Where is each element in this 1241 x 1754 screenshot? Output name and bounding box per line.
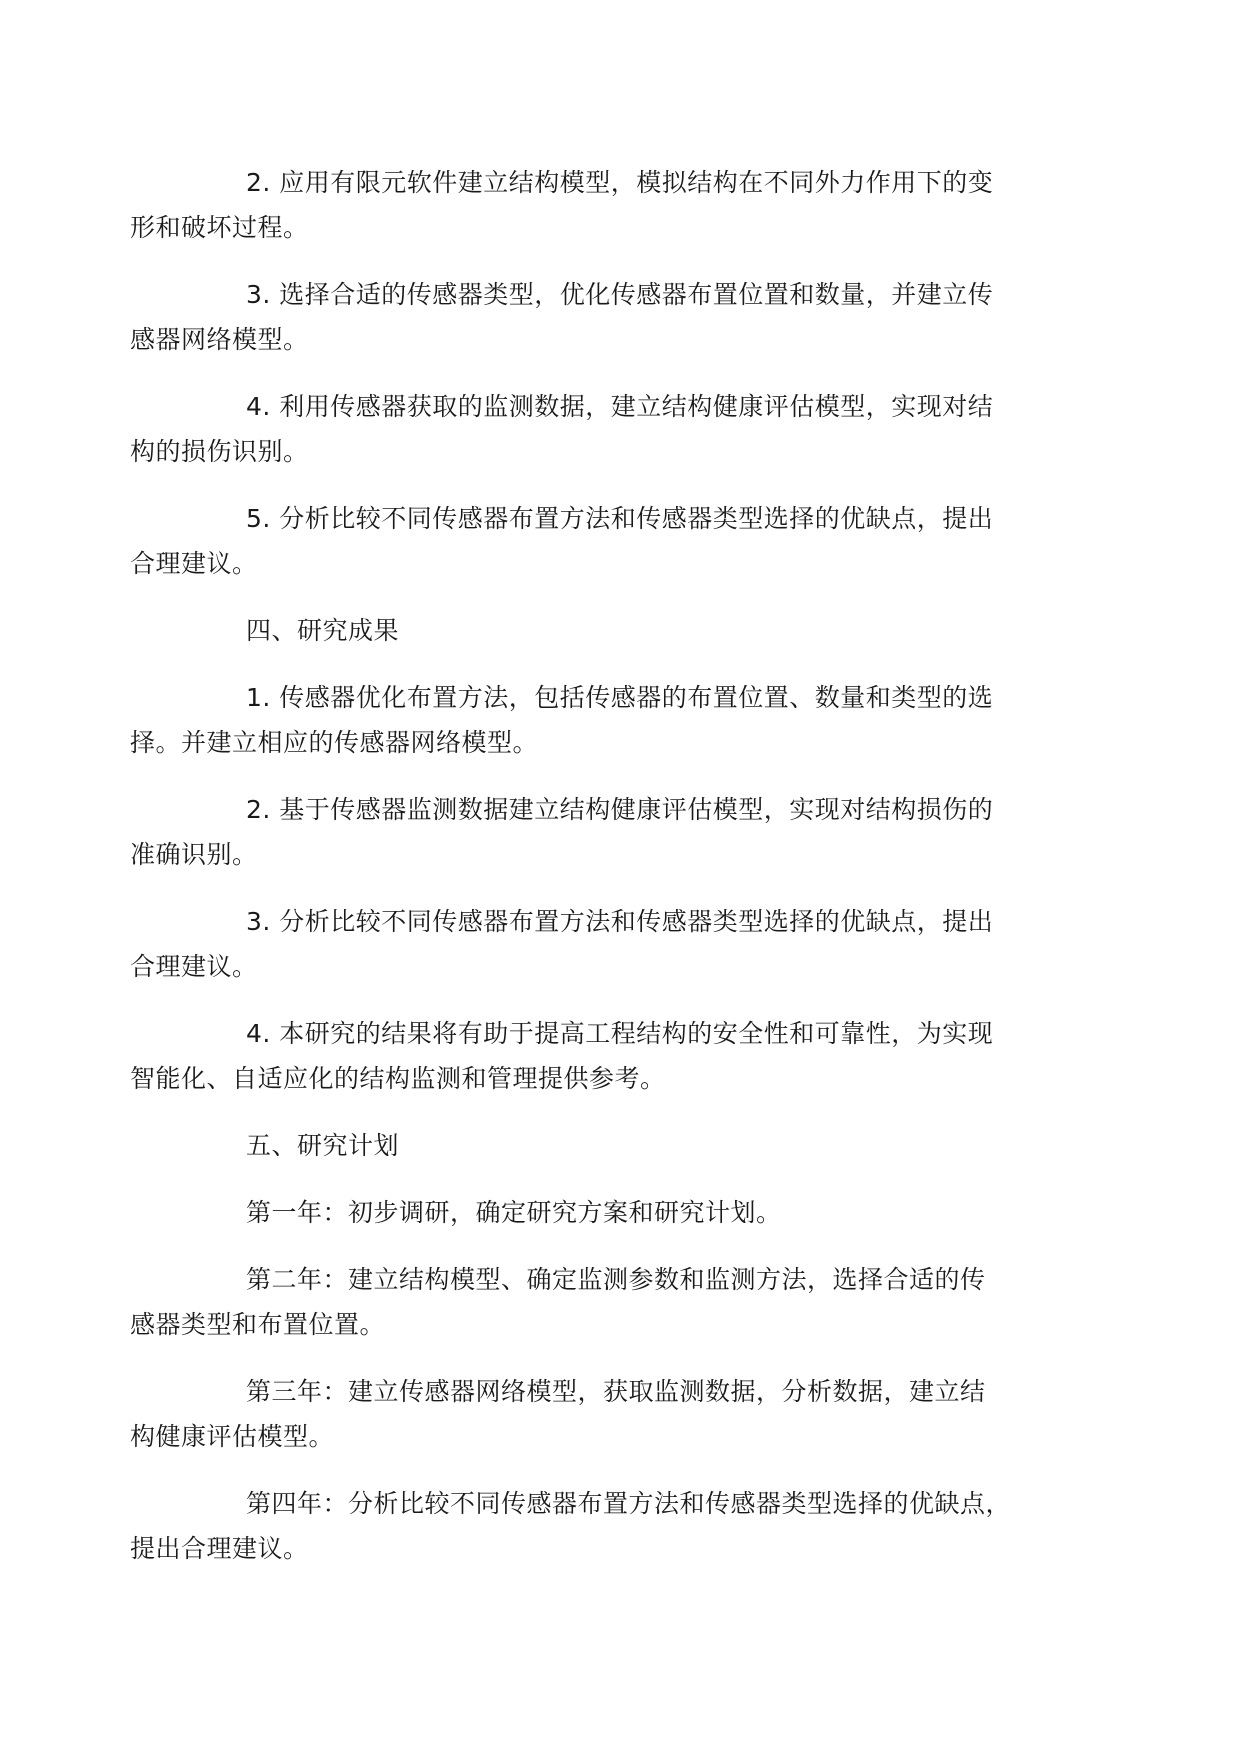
paragraph-line: 1. 传感器优化布置方法，包括传感器的布置位置、数量和类型的选 <box>246 683 994 712</box>
paragraph-line: 2. 应用有限元软件建立结构模型，模拟结构在不同外力作用下的变 <box>246 168 994 197</box>
section-heading-plan <box>188 1123 1048 1168</box>
paragraph-line: 准确识别。 <box>130 840 258 869</box>
section-heading-results <box>188 608 1048 653</box>
paragraph-line: 第一年：初步调研，确定研究方案和研究计划。 <box>246 1198 782 1227</box>
paragraph-line: 第四年：分析比较不同传感器布置方法和传感器类型选择的优缺点， <box>246 1489 1012 1518</box>
paragraph-line: 2. 基于传感器监测数据建立结构健康评估模型，实现对结构损伤的 <box>246 795 994 824</box>
paragraph-result-4 <box>130 1011 1048 1101</box>
paragraph-line: 智能化、自适应化的结构监测和管理提供参考。 <box>130 1064 666 1093</box>
paragraph-method-3 <box>130 272 1048 362</box>
paragraph-line: 第二年：建立结构模型、确定监测参数和监测方法，选择合适的传 <box>246 1265 986 1294</box>
paragraph-method-2 <box>130 160 1048 250</box>
heading-text: 四、研究成果 <box>246 616 400 645</box>
paragraph-plan-year-1 <box>188 1190 1048 1235</box>
paragraph-line: 提出合理建议。 <box>130 1534 309 1563</box>
paragraph-method-5 <box>130 496 1048 586</box>
paragraph-result-2 <box>130 787 1048 877</box>
paragraph-line: 形和破坏过程。 <box>130 213 309 242</box>
paragraph-line: 3. 选择合适的传感器类型，优化传感器布置位置和数量，并建立传 <box>246 280 994 309</box>
heading-text: 五、研究计划 <box>246 1131 400 1160</box>
paragraph-line: 4. 利用传感器获取的监测数据，建立结构健康评估模型，实现对结 <box>246 392 994 421</box>
paragraph-line: 感器网络模型。 <box>130 325 309 354</box>
paragraph-plan-year-3 <box>130 1369 1048 1459</box>
paragraph-line: 5. 分析比较不同传感器布置方法和传感器类型选择的优缺点，提出 <box>246 504 994 533</box>
paragraph-line: 构健康评估模型。 <box>130 1422 335 1451</box>
paragraph-line: 合理建议。 <box>130 549 258 578</box>
paragraph-result-3 <box>130 899 1048 989</box>
paragraph-line: 择。并建立相应的传感器网络模型。 <box>130 728 539 757</box>
paragraph-result-1 <box>130 675 1048 765</box>
paragraph-plan-year-4 <box>130 1481 1048 1571</box>
paragraph-line: 感器类型和布置位置。 <box>130 1310 386 1339</box>
paragraph-plan-year-2 <box>130 1257 1048 1347</box>
paragraph-line: 合理建议。 <box>130 952 258 981</box>
paragraph-method-4 <box>130 384 1048 474</box>
paragraph-line: 4. 本研究的结果将有助于提高工程结构的安全性和可靠性，为实现 <box>246 1019 994 1048</box>
document-body <box>130 160 1048 1593</box>
paragraph-line: 构的损伤识别。 <box>130 437 309 466</box>
paragraph-line: 3. 分析比较不同传感器布置方法和传感器类型选择的优缺点，提出 <box>246 907 994 936</box>
paragraph-line: 第三年：建立传感器网络模型，获取监测数据，分析数据，建立结 <box>246 1377 986 1406</box>
